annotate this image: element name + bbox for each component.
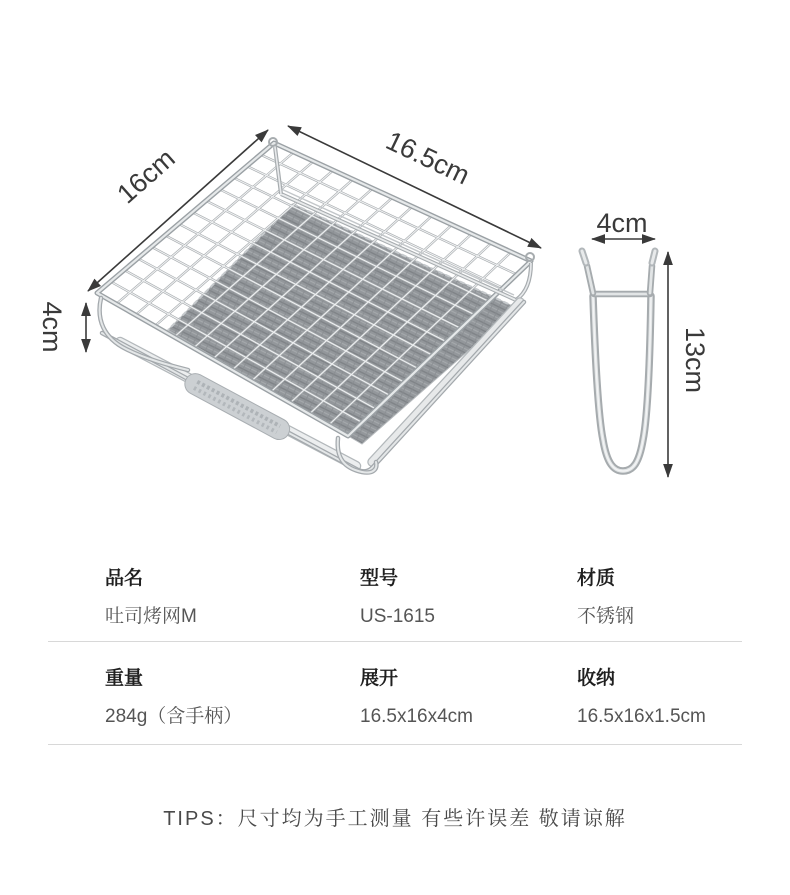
spec-value: 16.5x16x1.5cm (577, 706, 706, 727)
spec-label: 型号 (360, 568, 399, 589)
spec-storage-size (577, 668, 745, 728)
spec-label: 重量 (105, 668, 144, 689)
spec-label: 品名 (105, 568, 144, 589)
dim-label-16-5cm: 16.5cm (381, 125, 475, 191)
row-divider (48, 744, 742, 745)
spec-expanded-size (360, 668, 577, 728)
spec-label: 展开 (360, 668, 399, 689)
dim-label-16cm: 16cm (111, 143, 181, 210)
spec-weight (105, 668, 360, 728)
dim-label-4cm-height: 4cm (37, 301, 67, 353)
spec-label: 材质 (577, 568, 616, 589)
spec-value: 吐司烤网M (105, 606, 197, 627)
spec-product-name (105, 568, 360, 628)
spec-value: 284g（含手柄） (105, 706, 243, 727)
dim-label-handle-13cm: 13cm (680, 326, 710, 394)
spec-model (360, 568, 577, 628)
mesh-basket (97, 138, 534, 473)
spec-material (577, 568, 745, 628)
spec-label: 收纳 (577, 668, 616, 689)
spec-row-2 (105, 668, 745, 728)
dim-label-handle-4cm: 4cm (596, 208, 648, 238)
spec-row-1 (105, 568, 745, 628)
spec-value: US-1615 (360, 606, 435, 627)
spec-value: 不锈钢 (577, 606, 635, 627)
spec-value: 16.5x16x4cm (360, 706, 474, 727)
tips-note: TIPS：尺寸均为手工测量 有些许误差 敬请谅解 (163, 808, 627, 830)
detachable-handle (582, 251, 655, 471)
row-divider (48, 641, 742, 642)
